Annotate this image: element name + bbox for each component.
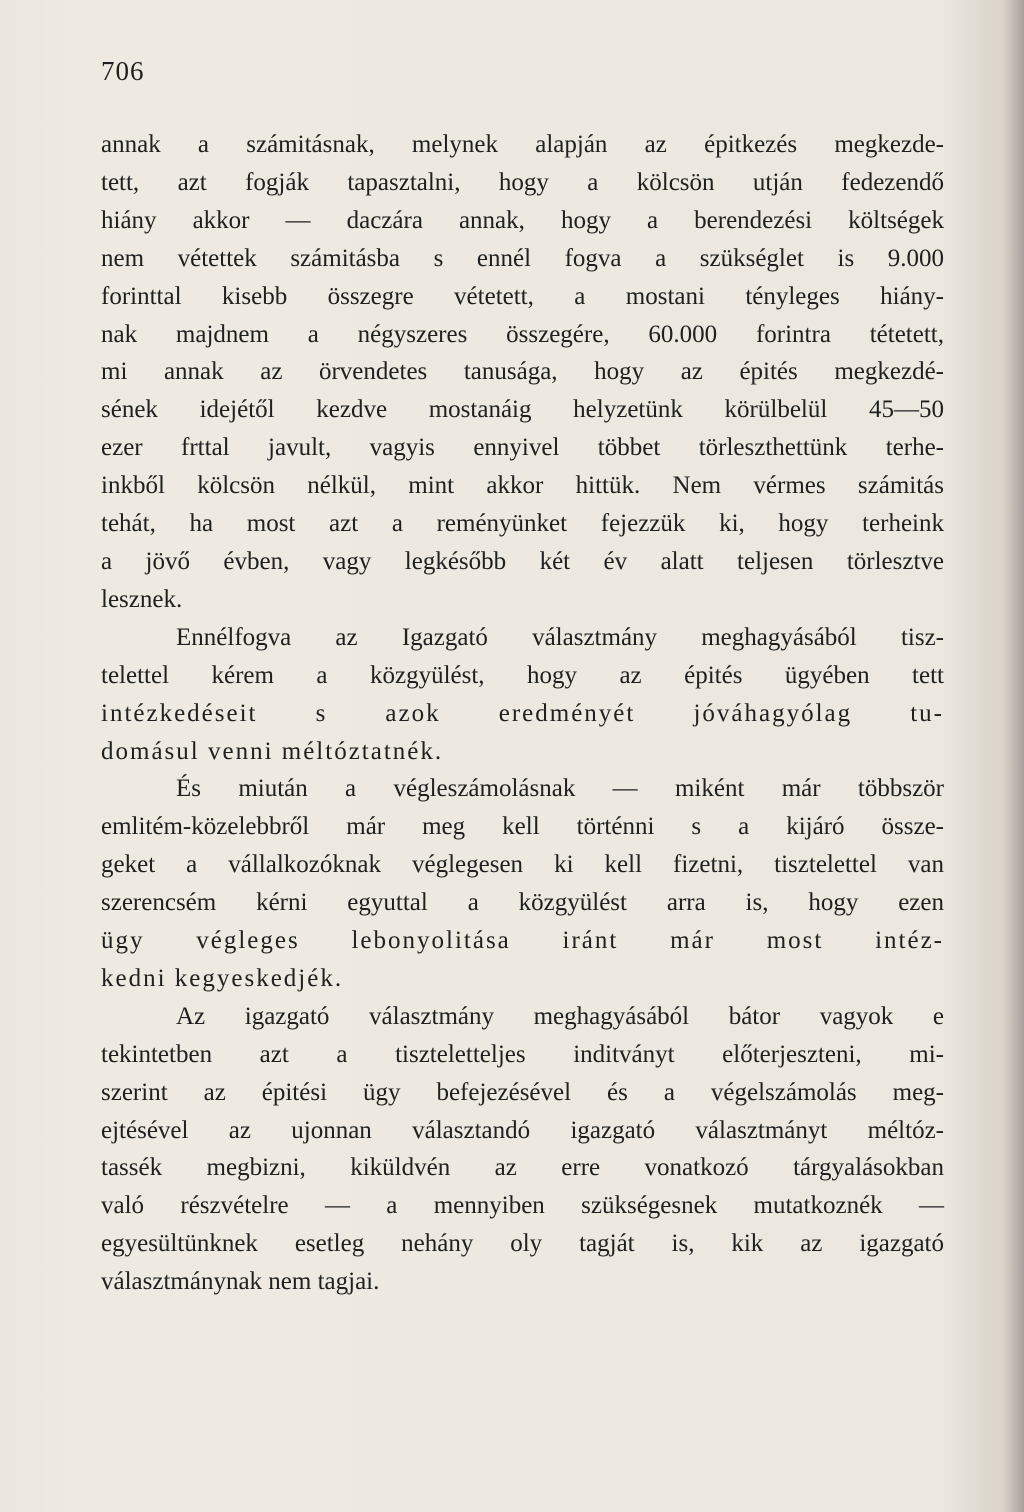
text-line: Ennélfogva az Igazgató választmány meghagyásából tisz- xyxy=(176,623,944,651)
body-text xyxy=(101,126,944,1301)
text-line: ezer frttal javult, vagyis ennyivel többet törleszthettünk terhe- xyxy=(101,434,944,462)
text-line: inkből kölcsön nélkül, mint akkor hittük. Nem vérmes számitás xyxy=(101,472,944,500)
text-line: Az igazgató választmány meghagyásából bátor vagyok e xyxy=(176,1002,944,1030)
paragraph-3 xyxy=(101,770,944,997)
text-line: forinttal kisebb összegre vétetett, a mostani tényleges hiány- xyxy=(101,282,944,310)
text-line: szerint az épitési ügy befejezésével és a végelszámolás meg- xyxy=(101,1078,944,1106)
text-line: kedni kegyeskedjék. xyxy=(101,964,344,992)
text-line: tekintetben azt a tiszteletteljes inditványt előterjeszteni, mi- xyxy=(101,1040,944,1068)
text-line: ügy végleges lebonyolitása iránt már most intéz- xyxy=(101,927,944,955)
text-line: geket a vállalkozóknak véglegesen ki kell fizetni, tisztelettel van xyxy=(101,851,944,879)
text-line: tett, azt fogják tapasztalni, hogy a kölcsön utján fedezendő xyxy=(101,168,944,196)
text-line: domásul venni méltóztatnék. xyxy=(101,737,444,765)
text-line: telettel kérem a közgyülést, hogy az épités ügyében tett xyxy=(101,661,944,689)
text-line: nem vétettek számitásba s ennél fogva a szükséglet is 9.000 xyxy=(101,244,944,272)
paragraph-1 xyxy=(101,126,944,619)
text-line: választmánynak nem tagjai. xyxy=(101,1268,380,1296)
text-line: mi annak az örvendetes tanusága, hogy az épités megkezdé- xyxy=(101,358,944,386)
text-line: sének idejétől kezdve mostanáig helyzetünk körülbelül 45—50 xyxy=(101,396,944,424)
text-line: a jövő évben, vagy legkésőbb két év alatt teljesen törlesztve xyxy=(101,547,944,575)
text-line: intézkedéseit s azok eredményét jóváhagyólag tu- xyxy=(101,699,944,727)
paragraph-2 xyxy=(101,619,944,771)
text-line: szerencsém kérni egyuttal a közgyülést arra is, hogy ezen xyxy=(101,889,944,917)
page-number: 706 xyxy=(101,56,145,86)
text-line: emlitém-közelebbről már meg kell történni s a kijáró össze- xyxy=(101,813,944,841)
text-line: egyesültünknek esetleg nehány oly tagját is, kik az igazgató xyxy=(101,1230,944,1258)
text-line: lesznek. xyxy=(101,585,183,613)
text-line: hiány akkor — daczára annak, hogy a berendezési költségek xyxy=(101,206,944,234)
text-line: tehát, ha most azt a reményünket fejezzük ki, hogy terheink xyxy=(101,510,944,538)
text-line: ejtésével az ujonnan választandó igazgató választmányt méltóz- xyxy=(101,1116,944,1144)
text-line: És miután a végleszámolásnak — miként már többször xyxy=(176,775,944,803)
paragraph-4 xyxy=(101,998,944,1301)
text-line: tassék megbizni, kiküldvén az erre vonatkozó tárgyalásokban xyxy=(101,1154,944,1182)
text-line: nak majdnem a négyszeres összegére, 60.000 forintra tétetett, xyxy=(101,320,944,348)
text-line: annak a számitásnak, melynek alapján az épitkezés megkezde- xyxy=(101,131,944,158)
text-line: való részvételre — a mennyiben szükségesnek mutatkoznék — xyxy=(101,1192,944,1220)
